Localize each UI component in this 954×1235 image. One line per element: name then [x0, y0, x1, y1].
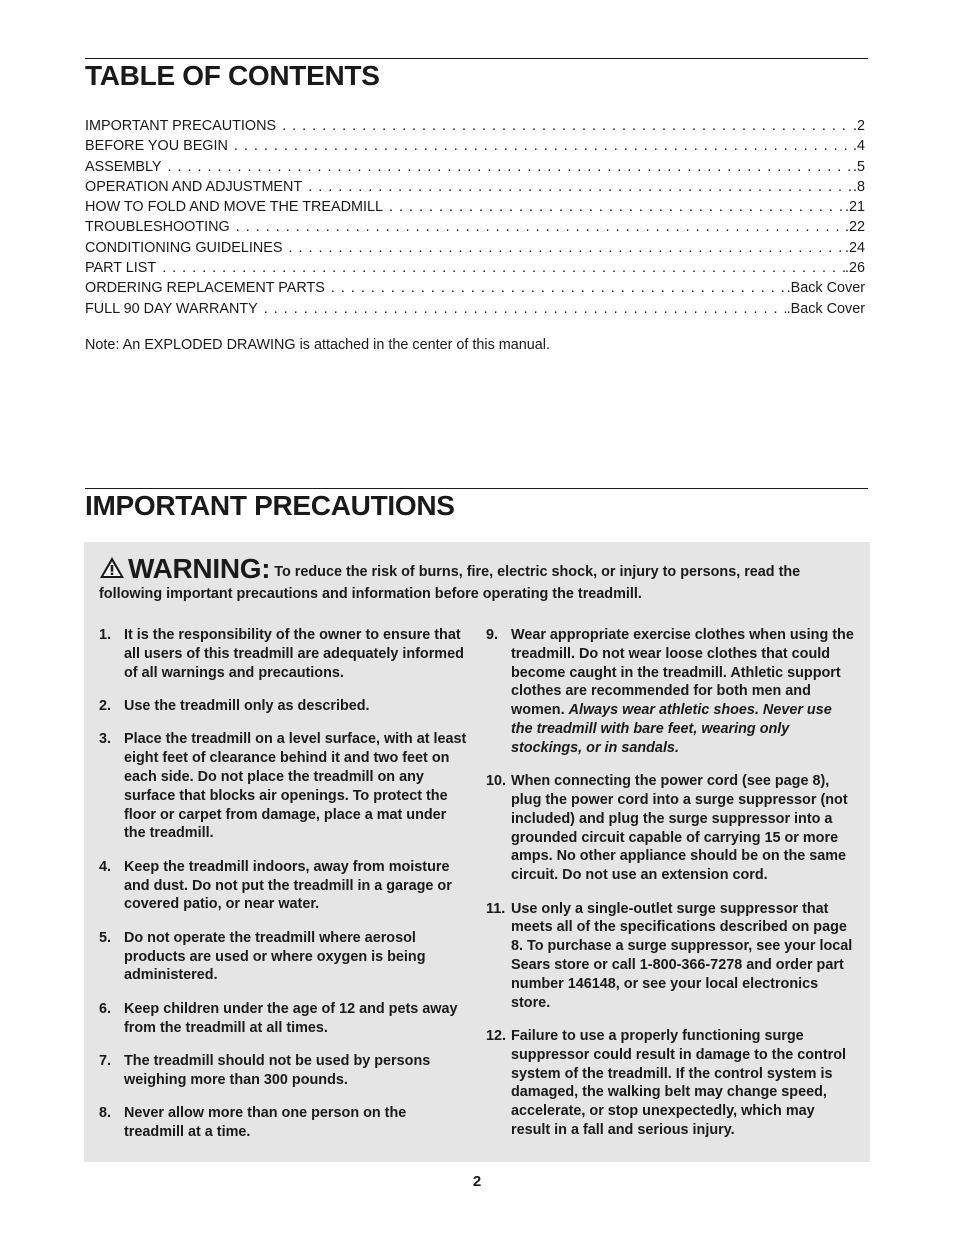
item-text: Use only a single-outlet surge suppressor that meets all of the specifications described on page 8. To purchase a surge suppressor, see your local Sears store or call 1-800-366-7278 and order part number 146148, or see your local electronics store.: [511, 900, 853, 1011]
item-number: 7.: [99, 1052, 112, 1069]
toc-entry-page: .26: [844, 260, 865, 277]
toc-entry-page: .Back Cover: [786, 300, 865, 317]
toc-leader-dots: [236, 217, 845, 237]
item-number: 2.: [99, 697, 112, 714]
toc-heading: TABLE OF CONTENTS: [85, 60, 380, 91]
toc-leader-dots: [289, 238, 845, 258]
item-number: 12.: [486, 1027, 507, 1044]
toc-entry-page: .21: [844, 199, 865, 216]
list-item: [486, 772, 856, 885]
toc-leader-dots: [234, 136, 853, 156]
item-text: Do not operate the treadmill where aerosol products are used or where oxygen is being administered.: [124, 929, 426, 984]
toc-leader-dots: [168, 157, 853, 177]
list-item: [99, 697, 469, 716]
toc-entry-title: HOW TO FOLD AND MOVE THE TREADMILL: [85, 199, 383, 216]
item-text: Use the treadmill only as described.: [124, 697, 370, 714]
item-number: 11.: [486, 900, 506, 917]
warning-statement: [99, 553, 859, 604]
list-item: [99, 929, 469, 985]
list-item: [486, 1027, 856, 1140]
item-text: When connecting the power cord (see page 8), plug the power cord into a surge suppressor (not included) and plug the surge suppressor into a grounded circuit capable of carrying 15 or more amps. No other appliance should be on the same circuit. Do not use an extension cord.: [511, 773, 848, 884]
toc-entry[interactable]: [85, 136, 865, 156]
warning-label: WARNING:: [128, 553, 271, 584]
item-number: 5.: [99, 929, 112, 946]
toc-entry[interactable]: [85, 197, 865, 217]
list-item: [99, 1104, 469, 1142]
toc-entry-title: ASSEMBLY: [85, 158, 162, 175]
toc-entry-title: TROUBLESHOOTING: [85, 219, 230, 236]
toc-entry-page: .Back Cover: [786, 280, 865, 297]
item-text: [511, 626, 856, 758]
toc-entry-title: FULL 90 DAY WARRANTY: [85, 300, 258, 317]
list-item: [99, 858, 469, 914]
toc-leader-dots: [282, 116, 853, 136]
toc-leader-dots: [308, 177, 853, 197]
item-text-italic: Always wear athletic shoes. Never use the treadmill with bare feet, wearing only stockings, or in sandals.: [511, 702, 832, 756]
toc-entry[interactable]: [85, 299, 865, 319]
list-item: [99, 730, 469, 843]
toc-leader-dots: [264, 299, 787, 319]
list-item: [99, 626, 469, 682]
precautions-right-column: [486, 626, 856, 1154]
toc-entry-page: .24: [844, 239, 865, 256]
item-number: 6.: [99, 1000, 112, 1017]
toc-leader-dots: [331, 278, 787, 298]
toc-entry[interactable]: [85, 258, 865, 278]
toc-entry[interactable]: [85, 278, 865, 298]
item-text: The treadmill should not be used by persons weighing more than 300 pounds.: [124, 1052, 431, 1088]
toc-entry-title: OPERATION AND ADJUSTMENT: [85, 178, 303, 195]
item-text: It is the responsibility of the owner to ensure that all users of this treadmill are adequately informed of all warnings and precautions.: [124, 627, 464, 681]
toc-entry[interactable]: [85, 116, 865, 136]
warning-triangle-icon: [99, 556, 125, 585]
toc-leader-dots: [389, 197, 845, 217]
toc-entry[interactable]: [85, 217, 865, 237]
toc-entry-page: .8: [852, 178, 865, 195]
list-item: [486, 626, 856, 758]
item-text-main: Wear appropriate exercise clothes when using the treadmill. Do not wear loose clothes that could become caught in the treadmill. Athletic support clothes are recommended for both men and women.: [511, 627, 854, 719]
page-number: 2: [472, 1173, 482, 1190]
exploded-drawing-note: Note: An EXPLODED DRAWING is attached in the center of this manual.: [85, 337, 550, 353]
item-number: 4.: [99, 858, 112, 875]
toc-entry-title: ORDERING REPLACEMENT PARTS: [85, 280, 325, 297]
toc-entry[interactable]: [85, 238, 865, 258]
item-text: Keep children under the age of 12 and pets away from the treadmill at all times.: [124, 1000, 458, 1036]
toc-entry[interactable]: [85, 157, 865, 177]
list-item: [486, 900, 856, 1013]
item-number: 9.: [486, 627, 499, 643]
toc-entry-page: .22: [844, 219, 865, 236]
toc-entry-page: .4: [852, 138, 865, 155]
table-of-contents: [85, 116, 865, 319]
precautions-left-column: [99, 626, 469, 1156]
toc-entry-page: .5: [852, 158, 865, 175]
list-item: [99, 1052, 469, 1090]
precautions-heading: IMPORTANT PRECAUTIONS: [85, 490, 455, 521]
item-text: Never allow more than one person on the treadmill at a time.: [124, 1105, 407, 1140]
toc-entry-title: CONDITIONING GUIDELINES: [85, 239, 283, 256]
section-rule: [85, 488, 868, 489]
toc-entry-title: IMPORTANT PRECAUTIONS: [85, 118, 277, 134]
toc-entry[interactable]: [85, 177, 865, 197]
warning-panel: [84, 542, 870, 1162]
item-text: Place the treadmill on a level surface, with at least eight feet of clearance behind it and two feet on each side. Do not place the treadmill on any surface that blocks air openings. To protect the floor or carpet from damage, place a mat under the treadmill.: [124, 731, 467, 842]
item-number: 10.: [486, 773, 507, 790]
item-text: Failure to use a properly functioning surge suppressor could result in damage to the control system of the treadmill. If the control system is damaged, the walking belt may change speed, accelerate, or stop unexpectedly, which may result in a fall and serious injury.: [511, 1027, 847, 1138]
toc-leader-dots: [162, 258, 845, 278]
top-rule: [85, 58, 868, 59]
item-number: 1.: [99, 627, 112, 643]
warning-text: To reduce the risk of burns, fire, electric shock, or injury to persons, read the following important precautions and information before operating the treadmill.: [99, 564, 801, 602]
item-text: Keep the treadmill indoors, away from moisture and dust. Do not put the treadmill in a garage or covered patio, or near water.: [124, 858, 452, 913]
list-item: [99, 1000, 469, 1038]
toc-entry-title: BEFORE YOU BEGIN: [85, 138, 228, 155]
toc-entry-title: PART LIST: [85, 260, 157, 277]
item-number: 8.: [99, 1105, 112, 1122]
item-number: 3.: [99, 731, 112, 748]
toc-entry-page: .2: [852, 118, 865, 134]
